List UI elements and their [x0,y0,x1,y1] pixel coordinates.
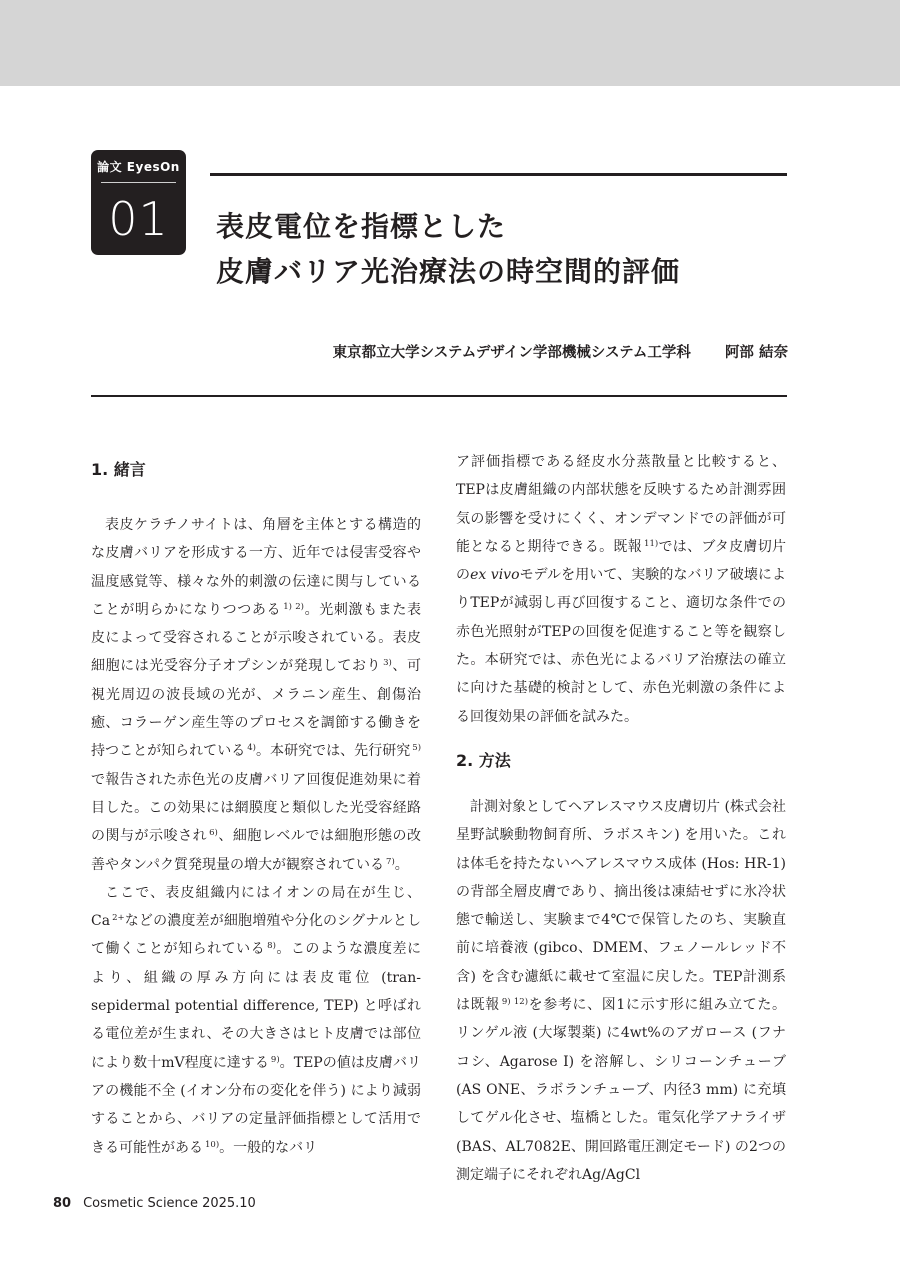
superscript: 2+ [112,913,125,924]
author-name: 阿部 結奈 [724,345,788,361]
intro-paragraph-1: 表皮ケラチノサイトは、角層を主体とする構造的な皮膚バリアを形成する一方、近年では侵害受容や温度感覚等、様々な外的刺激の伝達に関与していることが明らかになりつつある $^{1) 2)}$。光刺激もまた表皮によって受容されることが示唆されている。表皮細胞には光受容分子オプシンが発現しており $^{3)}$、可視光周辺の波長域の光が、メラニン産生、創傷治癒、コラーゲン産生等のプロセスを調節する働きを持つことが知られている $^{4)}$。本研究では、先行研究 $^{5)}$で報告された赤色光の皮膚バリア回復促進効果に着目した。この効果には網膜度と類似した光受容経路の関与が示唆され $^{6)}$、細胞レベルでは細胞形態の改善やタンパク質発現量の増大が観察されている $^{7)}$。 [91,517,422,873]
intro-paragraph-2-continued: ア評価指標である経皮水分蒸散量と比較すると、TEPは皮膚組織の内部状態を反映するため計測雰囲気の影響を受けにくく、オンデマンドでの評価が可能となると期待できる。既報 $^{11)}$では、ブタ皮膚切片のex vivoモデルを用いて、実験的なバリア破壊によりTEPが減弱し再び回復すること、適切な条件での赤色光照射がTEPの回復を促進すること等を観察した。本研究では、赤色光によるバリア治療法の確立に向けた基礎的検討として、赤色光刺激の条件による回復効果の評価を試みた。 [456,454,787,725]
author-affiliation: 東京都立大学システムデザイン学部機械システム工学科 [332,345,691,361]
italic-term: ex vivo [470,567,520,584]
section-heading-intro: 1. 緒言 [91,460,146,479]
title-line-2: 皮膚バリア光治療法の時空間的評価 [216,255,681,288]
journal-name: Cosmetic Science 2025.10 [83,1196,256,1211]
page-footer [53,1196,256,1211]
header-band [0,0,900,86]
citation: 1) 2) [283,601,304,612]
citation: 3) [383,658,392,669]
article-badge [91,150,186,255]
author-line [333,341,788,362]
citation: 11) [644,538,659,549]
citation: 5) [412,743,422,754]
page-number: 80 [53,1196,72,1211]
badge-divider [101,182,176,183]
column-left [91,448,421,1162]
citation: 8) [267,941,276,952]
citation: 9) 12) [501,997,529,1008]
citation: 7) [386,856,395,867]
citation: 9) [270,1054,280,1065]
article-title [216,204,680,294]
author-rule [91,395,787,397]
methods-paragraph-1: 計測対象としてヘアレスマウス皮膚切片 (株式会社星野試験動物飼育所、ラボスキン) を用いた。これは体毛を持たないヘアレスマウス成体 (Hos: HR-1) の背部全層皮膚であり、摘出後は凍結せずに氷冷状態で輸送し、実験まで4℃で保管したのち、実験直前に培養液 (gibco、DMEM、フェノールレッド不含) を含む濾紙に載せて室温に戻した。TEP計測系は既報 $^{9) 12)}$を参考に、図1に示す形に組み立てた。リンゲル液 (大塚製薬) に4wt%のアガロース (フナコシ、Agarose I) を溶解し、シリコーンチューブ (AS ONE、ラボランチューブ、内径3 mm) に充填してゲル化させ、塩橋とした。電気化学アナライザ (BAS、AL7082E、開回路電圧測定モード) の2つの測定端子にそれぞれAg/AgCl [456,798,787,1183]
badge-number: 01 [108,192,169,246]
citation: 4) [247,743,256,754]
citation: 6) [209,828,218,839]
badge-kind: 論文 EyesOn [97,160,180,174]
column-right [456,448,786,1189]
section-heading-methods: 2. 方法 [456,750,511,770]
title-line-1: 表皮電位を指標とした [216,210,507,243]
title-rule [210,173,787,176]
citation: 10) [205,1139,220,1150]
intro-paragraph-2: ここで、表皮組織内にはイオンの局在が生じ、Ca $^{2+}$などの濃度差が細胞増殖や分化のシグナルとして働くことが知られている $^{8)}$。このような濃度差により、組織の厚み方向には表皮電位 (tran-sepidermal potential difference, TEP) と呼ばれる電位差が生まれ、その大きさはヒト皮膚では部位により数十mV程度に達する $^{9)}$。TEPの値は皮膚バリアの機能不全 (イオン分布の変化を伴う) により減弱することから、バリアの定量評価指標として活用できる可能性がある $^{10)}$。一般的なバリ [91,884,422,1156]
